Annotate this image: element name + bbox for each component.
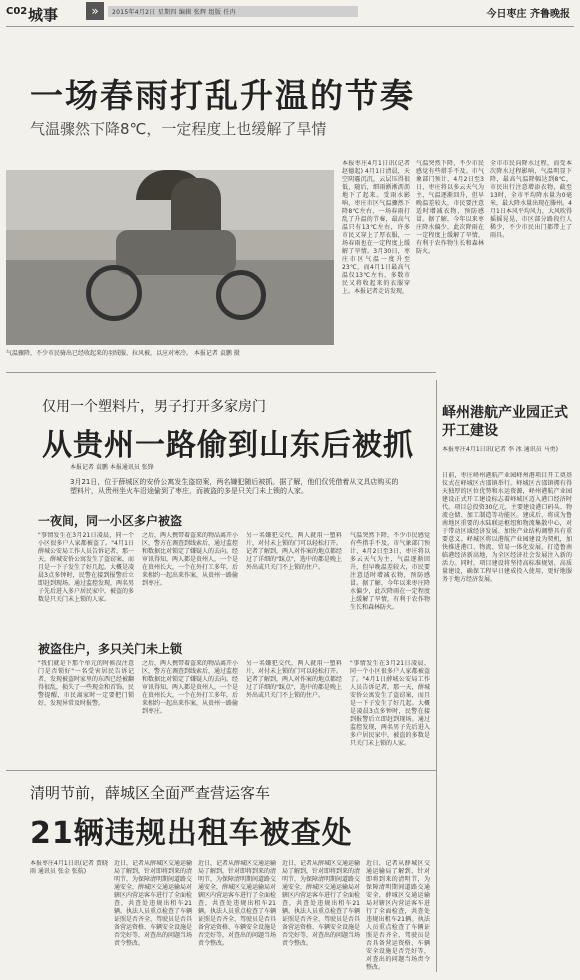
- story2-lead: 3月21日，位于薛城区的安侨公寓发生盗窃案，两名嫌犯随后被抓。据了解，他们仅凭借着从文具店购买的塑料片，从贵州坐火车沿途偷到了枣庄，而被盗的多是只关门未上锁的人家。: [70, 478, 399, 495]
- story-divider: [6, 372, 436, 373]
- story1-column-1: 本报枣庄4月1日讯(记者 赵德起) 4月1日清晨，天空阴霾沉沉，云层压得很低，随后，细雨淅淅沥沥地下了起来。受雨水影响，枣庄市区气温骤然下降8℃左右，一场春雨打乱了升温的节奏，最高气温只有13℃左右，许多市民又穿上了厚衣服，一场春雨也在一定程度上缓解了旱情。3月30日，枣庄市区气温一度升至23℃，而4月1日最高气温仅13℃左右，多数市民又将收起来的衣服穿上。本报记者走访发现，: [342, 160, 410, 295]
- story3-body-4: 近日，记者从薛城区交通运输局了解到，针对即将到来的清明节，为保障清明期间道路交通安全，薛城区交通运输局对辖区内营运客车进行了全面检查，共查处违规出租车21辆。执法人员重点检查了车辆证照是否齐全、驾驶员是否具备营运资格、车辆安全设施是否完好等，对查出的问题当场责令整改。: [366, 860, 430, 971]
- story1-photo: [6, 170, 334, 345]
- sidebar-rule: [436, 380, 437, 972]
- story3-kicker: 清明节前，薛城区全面严查营运客车: [30, 784, 271, 802]
- story2-subhead-1: 一夜间，同一小区多户被盗: [38, 514, 183, 528]
- page-number: C02: [6, 6, 28, 17]
- sidebar-headline: 峄州港航产业园正式开工建设: [442, 405, 568, 439]
- story1-subheadline: 气温骤然下降8℃，一定程度上也缓解了旱情: [30, 120, 327, 138]
- story2-body-g: "事情发生在3月21日凌晨，同一个小区很多户人家都被盗了。"4月1日薛城公安局工作人员告诉记者，那一天，薛城安侨公寓发生了盗窃案，而且是一下子发生了好几起。大概是凌晨3点多钟时，民警在接到报警后立即赶到现场。通过监控发现，两名男子先后进入多户居民家中，被盗的多数是只关门未上锁的人家。: [350, 660, 430, 747]
- story1-column-2: 气温突然下降，不少市民感觉有些措手不及。市气象部门预计，4月2日至3日，枣庄将以多云天气为主，气温逐渐回升，但早晚温差较大，市民要注意适时增减衣物，预防感冒。据了解，今年以来枣庄降水偏少，此次降雨在一定程度上缓解了旱情，有利于农作物生长和森林防火。: [416, 160, 484, 255]
- story2-reporter: 本报记者 袁鹏 本报通讯员 张锋: [70, 464, 154, 471]
- issue-meta: 2015年4月2日 星期四 编辑 张辉 组版 任冉: [112, 9, 236, 16]
- story2-body-a: "事情发生在3月21日凌晨，同一个小区很多户人家都被盗了。"4月1日薛城公安局工作人员告诉记者，那一天，薛城安侨公寓发生了盗窃案，而且是一下子发生了好几起。大概是凌晨3点多钟时，民警在接到报警后立即赶到现场。通过监控发现，两名男子先后进入多户居民家中，被盗的多数是只关门未上锁的人家。: [38, 532, 134, 603]
- story3-reporter: 本报枣庄4月1日讯(记者 贾晓雨 通讯员 张金 张航): [30, 860, 108, 875]
- story3-body-2: 近日，记者从薛城区交通运输局了解到，针对即将到来的清明节，为保障清明期间道路交通安全，薛城区交通运输局对辖区内营运客车进行了全面检查，共查处违规出租车21辆。执法人员重点检查了车辆证照是否齐全、驾驶员是否具备营运资格、车辆安全设施是否完好等，对查出的问题当场责令整改。: [198, 860, 276, 947]
- story3-body-1: 近日，记者从薛城区交通运输局了解到，针对即将到来的清明节，为保障清明期间道路交通安全，薛城区交通运输局对辖区内营运客车进行了全面检查，共查处违规出租车21辆。执法人员重点检查了车辆证照是否齐全、驾驶员是否具备营运资格、车辆安全设施是否完好等，对查出的问题当场责令整改。: [114, 860, 192, 947]
- double-chevron-icon: »: [86, 2, 104, 20]
- story2-body-e: 之后，两人携带着盗来的物品离开小区，警方在调查到线索后，通过监控和数据比对锁定了嫌疑人的去向。经审讯得知，两人都是贵州人，一个是在贵州长大，一个在外打工多年，后来相约一起出来作案，从贵州一路偷到枣庄。: [142, 660, 238, 715]
- story2-subhead-2: 被盗住户，多只关门未上锁: [38, 642, 183, 656]
- story1-headline: 一场春雨打乱升温的节奏: [30, 76, 415, 115]
- story2-kicker: 仅用一个塑料片，男子打开多家房门: [42, 399, 266, 415]
- newspaper-brand: 今日枣庄 齐鲁晚报: [486, 9, 570, 20]
- story1-photo-caption: 气温骤降，不少市民骑出已经收起来的羽绒服、拉风被，以应对寒冷。 本报记者 袁鹏 摄: [6, 350, 240, 357]
- sidebar-body: 日前，枣庄峄州港航产业园峄州港项目开工奠基仪式在峄城区古邵镇举行。峄城区古邵镇拥有得天独厚的区位优势和水运资源，峄州港航产业园建设正式开工建设标志着峄城区迈入港口经济时代。项目总投资30亿元，主要建设港口码头、物流仓储、加工制造等功能区。建成后，将成为鲁南地区重要的水陆联运枢纽和物流集散中心，对于带动区域经济发展、加快产业结构调整具有重要意义。峄城区将以港航产业园建设为契机，加快推进港口、物流、贸易一体化发展，打造鲁南临港经济新高地，为全区经济社会发展注入新的活力。同时，项目建设将坚持高标准规划、高质量建设，确保工程早日建成投入使用，更好地服务于地方经济发展。: [442, 472, 572, 583]
- story1-column-3: 全市市民向降水过程，而受本次降水过程影响，气温明显下降，最高气温降幅达到8℃，市民出行注意增添衣物，截至13时，全市平均降水量为0毫米，最大降水量出现在滕州。4月1日本风平均风力，大风吹得摇摇晃晃，市区部分路段行人稀少，不少市民出门都带上了雨具。: [490, 160, 572, 239]
- masthead-divider: [6, 26, 574, 27]
- story3-body-3: 近日，记者从薛城区交通运输局了解到，针对即将到来的清明节，为保障清明期间道路交通安全，薛城区交通运输局对辖区内营运客车进行了全面检查，共查处违规出租车21辆。执法人员重点检查了车辆证照是否齐全、驾驶员是否具备营运资格、车辆安全设施是否完好等，对查出的问题当场责令整改。: [282, 860, 360, 947]
- story3-headline: 21辆违规出租车被查处: [30, 816, 353, 851]
- story2-headline: 从贵州一路偷到山东后被抓: [42, 428, 414, 463]
- story2-body-f: 另一名嫌犯交代，两人就用一塑料片，对付未上锁的门可以轻松打开。记者了解到，两人对作案的地点都经过了详细的"踩点"，选中的都是晚上外出或只关门不上锁的住户。: [246, 660, 342, 699]
- section-title: 城事: [28, 6, 59, 24]
- sidebar-reporter: 本报枣庄4月1日讯(记者 李 冰 通讯员 马勇): [442, 446, 558, 453]
- story2-body-c2: 气温突然下降，不少市民感觉有些措手不及。市气象部门预计，4月2日至3日，枣庄将以多云天气为主，气温逐渐回升，但早晚温差较大，市民要注意适时增减衣物，预防感冒。据了解，今年以来枣庄降水偏少，此次降雨在一定程度上缓解了旱情，有利于农作物生长和森林防火。: [350, 532, 430, 611]
- story-divider-2: [6, 770, 436, 771]
- story2-body-b: 之后，两人携带着盗来的物品离开小区，警方在调查到线索后，通过监控和数据比对锁定了嫌疑人的去向。经审讯得知，两人都是贵州人，一个是在贵州长大，一个在外打工多年，后来相约一起出来作案，从贵州一路偷到枣庄。: [142, 532, 238, 587]
- story2-body-d: "我们就是下那个单元的时候没注意门是否锁好"一名受害居民告诉记者，发现被盗时家里的东西已经被翻得很乱，损失了一些现金和首饰。民警提醒，市民离家时一定要把门锁好，发现异常及时报警。: [38, 660, 134, 707]
- story2-body-c: 另一名嫌犯交代，两人就用一塑料片，对付未上锁的门可以轻松打开。记者了解到，两人对作案的地点都经过了详细的"踩点"，选中的都是晚上外出或只关门不上锁的住户。: [246, 532, 342, 571]
